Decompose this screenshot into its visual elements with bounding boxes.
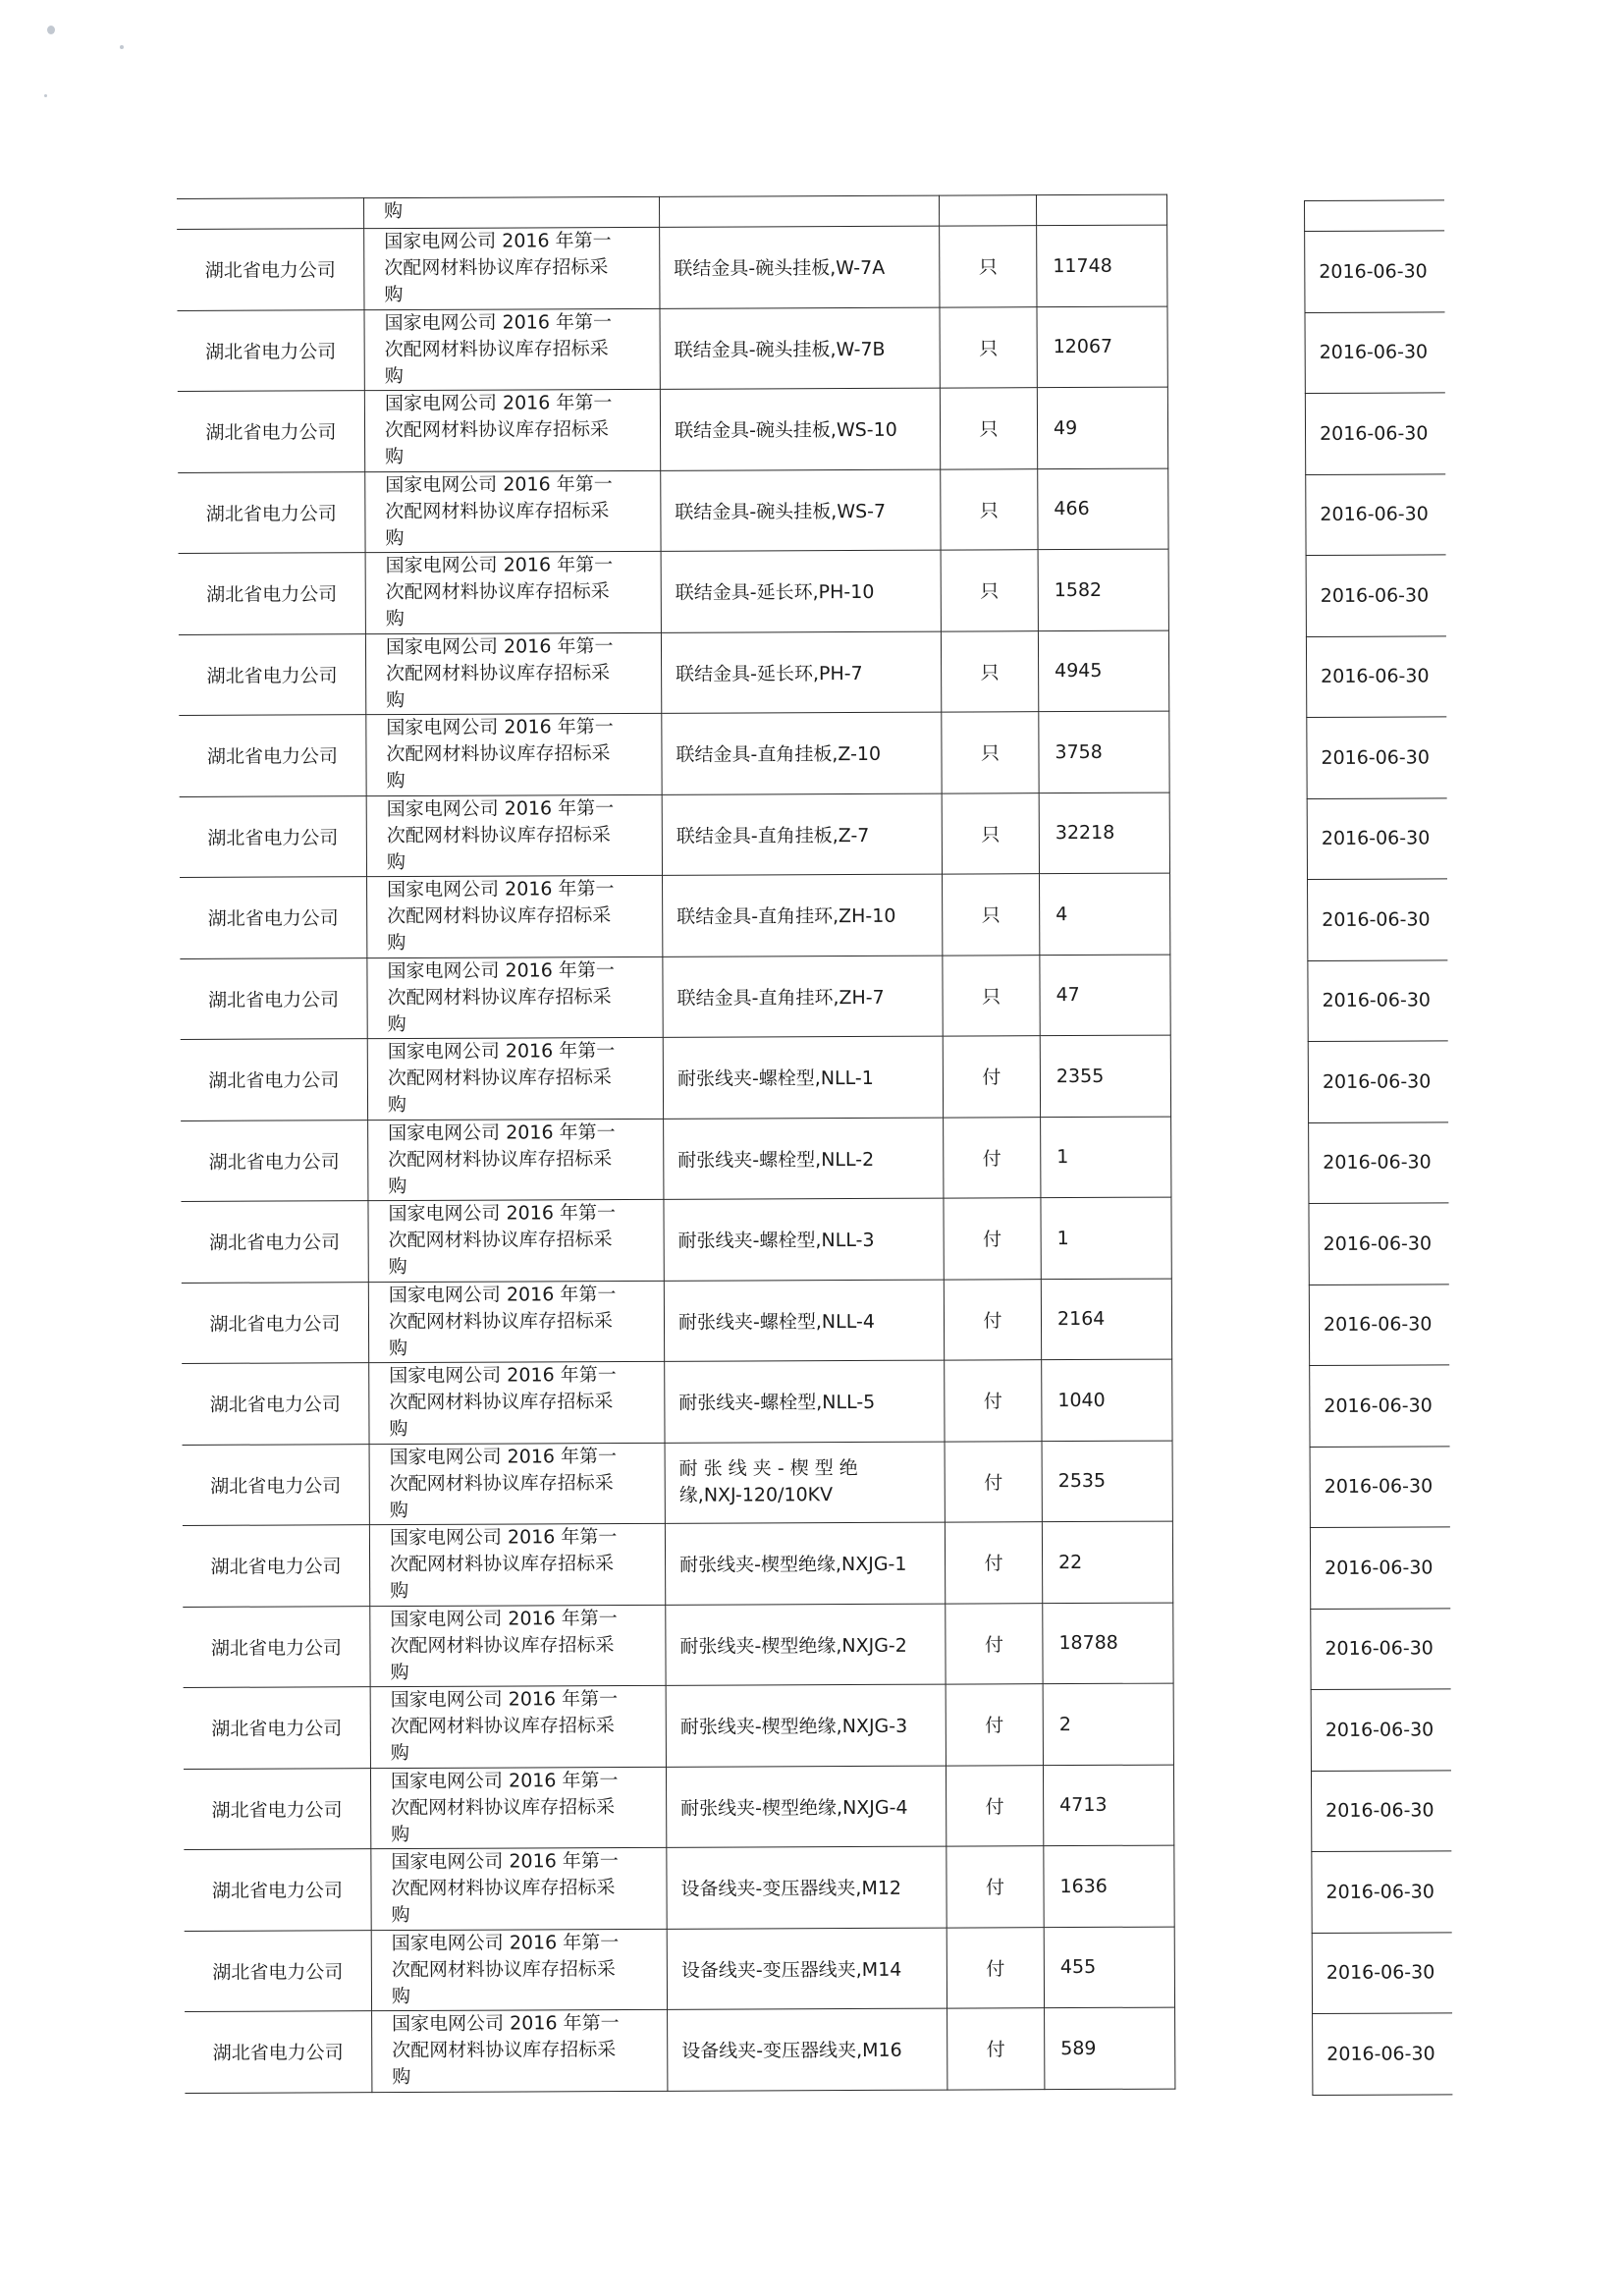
project-line: 次配网材料协议库存招标采 — [391, 1795, 616, 1819]
project-line: 购 — [385, 526, 405, 549]
project-line: 购 — [391, 1904, 410, 1927]
project-line: 购 — [384, 284, 404, 306]
table-row — [180, 873, 1170, 958]
date-row — [1306, 555, 1446, 636]
project-line: 次配网材料协议库存招标采 — [389, 1391, 614, 1414]
company-cell: 湖北省电力公司 — [178, 471, 365, 553]
table-row — [185, 1927, 1175, 2012]
project-cell — [371, 1929, 667, 2011]
project-cell — [365, 470, 661, 553]
unit-cell: 付 — [945, 1360, 1042, 1442]
date-row — [1305, 311, 1445, 393]
table-row — [183, 1521, 1173, 1607]
project-cell — [367, 957, 663, 1039]
unit-cell: 付 — [945, 1522, 1042, 1604]
material-cell: 联结金具-碗头挂板,W-7B — [660, 307, 940, 390]
table-row — [181, 1197, 1171, 1283]
table-row — [181, 1035, 1171, 1121]
unit-cell: 只 — [940, 306, 1037, 388]
date-cell: 2016-06-30 — [1311, 1770, 1451, 1851]
date-row — [1309, 1284, 1449, 1365]
unit-cell: 付 — [945, 1441, 1042, 1522]
material-cell: 耐张线夹-螺栓型,NLL-2 — [664, 1118, 944, 1200]
project-cell — [370, 1605, 666, 1687]
project-line: 购 — [391, 1985, 411, 2007]
date-row — [1312, 1932, 1452, 2013]
date-cell: 2016-06-30 — [1311, 1608, 1451, 1689]
unit-cell: 付 — [944, 1117, 1041, 1198]
project-line: 次配网材料协议库存招标采 — [387, 985, 612, 1009]
material-cell: 联结金具-直角挂环,ZH-10 — [663, 874, 943, 957]
project-line: 购 — [389, 1499, 408, 1521]
table-row — [180, 955, 1170, 1040]
project-line: 购 — [385, 446, 405, 468]
company-cell: 湖北省电力公司 — [185, 1930, 372, 2011]
company-cell: 湖北省电力公司 — [184, 1768, 371, 1849]
project-cell — [367, 1037, 663, 1120]
qty-cell — [1036, 194, 1166, 226]
project-line: 国家电网公司 2016 年第一 — [391, 1931, 620, 1954]
date-row — [1308, 1041, 1448, 1122]
project-line: 购 — [384, 364, 404, 387]
project-line: 购 — [388, 1175, 407, 1197]
company-cell: 湖北省电力公司 — [184, 1687, 371, 1769]
project-cell — [366, 794, 662, 877]
project-line: 次配网材料协议库存招标采 — [390, 1553, 615, 1576]
date-cell: 2016-06-30 — [1312, 1851, 1452, 1933]
qty-cell: 47 — [1040, 955, 1170, 1036]
project-line: 购 — [386, 850, 406, 873]
date-cell: 2016-06-30 — [1313, 2013, 1453, 2095]
project-line: 国家电网公司 2016 年第一 — [388, 1283, 617, 1306]
project-line: 次配网材料协议库存招标采 — [389, 1471, 614, 1495]
project-cell — [364, 308, 660, 391]
project-line: 购 — [390, 1661, 409, 1683]
project-line: 国家电网公司 2016 年第一 — [384, 310, 613, 334]
project-line: 次配网材料协议库存招标采 — [391, 1957, 616, 1981]
date-cell — [1305, 200, 1445, 232]
company-cell: 湖北省电力公司 — [182, 1363, 369, 1445]
unit-cell: 只 — [942, 793, 1039, 874]
table-row — [185, 2007, 1175, 2093]
date-row — [1311, 1689, 1451, 1771]
unit-cell: 只 — [941, 630, 1038, 712]
project-cell — [364, 227, 660, 309]
material-line: 缘,NXJ-120/10KV — [678, 1484, 834, 1507]
date-cell: 2016-06-30 — [1306, 473, 1446, 555]
project-line: 次配网材料协议库存招标采 — [388, 1309, 614, 1333]
project-cell — [368, 1199, 664, 1282]
qty-cell: 2535 — [1042, 1441, 1172, 1522]
unit-cell: 只 — [942, 712, 1039, 793]
date-cell: 2016-06-30 — [1311, 1689, 1451, 1771]
project-line: 购 — [391, 1823, 410, 1845]
material-cell: 设备线夹-变压器线夹,M12 — [667, 1846, 947, 1929]
company-cell: 湖北省电力公司 — [180, 877, 367, 958]
project-cell — [370, 1685, 666, 1768]
company-cell: 湖北省电力公司 — [177, 309, 364, 391]
material-cell: 联结金具-延长环,PH-7 — [661, 631, 941, 714]
date-row — [1310, 1446, 1450, 1527]
project-cell — [369, 1523, 665, 1606]
qty-cell: 4713 — [1043, 1765, 1173, 1846]
table-row — [184, 1765, 1174, 1850]
project-cell — [368, 1281, 664, 1363]
qty-cell: 1 — [1041, 1197, 1171, 1279]
company-cell: 湖北省电力公司 — [181, 1201, 368, 1283]
project-cell — [367, 875, 663, 957]
qty-cell: 1582 — [1038, 549, 1168, 630]
qty-cell: 18788 — [1043, 1603, 1173, 1684]
table-row — [184, 1845, 1174, 1931]
table-row — [184, 1683, 1174, 1769]
project-line: 次配网材料协议库存招标采 — [384, 418, 610, 442]
date-row — [1306, 473, 1446, 555]
project-line: 次配网材料协议库存招标采 — [388, 1229, 613, 1252]
table-row — [181, 1117, 1171, 1202]
project-line: 国家电网公司 2016 年第一 — [388, 1121, 616, 1144]
date-cell: 2016-06-30 — [1310, 1365, 1450, 1447]
date-row — [1308, 959, 1448, 1041]
project-cell — [365, 632, 661, 715]
company-cell: 湖北省电力公司 — [179, 553, 366, 634]
table-row — [183, 1603, 1173, 1688]
unit-cell: 付 — [946, 1765, 1043, 1846]
project-line: 国家电网公司 2016 年第一 — [384, 392, 613, 415]
qty-cell: 4945 — [1038, 630, 1168, 712]
qty-cell: 32218 — [1039, 793, 1169, 874]
unit-cell: 付 — [943, 1036, 1040, 1118]
project-line: 国家电网公司 2016 年第一 — [390, 1607, 618, 1630]
date-cell: 2016-06-30 — [1309, 1284, 1449, 1365]
material-cell: 联结金具-直角挂板,Z-7 — [662, 793, 942, 876]
unit-cell: 付 — [947, 2008, 1045, 2090]
date-cell: 2016-06-30 — [1305, 311, 1445, 393]
qty-cell: 2164 — [1041, 1279, 1171, 1360]
project-line: 次配网材料协议库存招标采 — [392, 2039, 617, 2062]
date-cell: 2016-06-30 — [1307, 717, 1447, 798]
company-cell: 湖北省电力公司 — [179, 633, 366, 715]
unit-cell: 付 — [947, 1927, 1044, 2008]
table-row — [183, 1441, 1173, 1526]
material-cell: 耐张线夹-螺栓型,NLL-1 — [663, 1036, 943, 1119]
project-line: 购 — [385, 608, 405, 630]
date-row-continued — [1305, 200, 1445, 232]
date-cell: 2016-06-30 — [1306, 555, 1446, 636]
material-cell: 耐张线夹-楔型绝缘,NXJG-1 — [665, 1522, 945, 1605]
project-line: 购 — [392, 2066, 411, 2089]
date-row — [1312, 1851, 1452, 1933]
project-line: 购 — [389, 1418, 408, 1441]
company-cell: 湖北省电力公司 — [181, 1039, 368, 1121]
material-cell: 耐张线夹-螺栓型,NLL-4 — [664, 1280, 944, 1362]
date-cell: 2016-06-30 — [1305, 393, 1445, 474]
date-row — [1310, 1365, 1450, 1447]
project-cell — [370, 1767, 666, 1849]
qty-cell: 4 — [1040, 873, 1170, 955]
qty-cell: 589 — [1045, 2007, 1175, 2089]
project-line: 购 — [390, 1580, 409, 1603]
project-line: 购 — [390, 1742, 409, 1765]
project-line: 次配网材料协议库存招标采 — [386, 661, 611, 684]
material-cell — [665, 1442, 945, 1524]
company-cell: 湖北省电力公司 — [182, 1282, 369, 1363]
material-cell: 耐张线夹-楔型绝缘,NXJG-3 — [666, 1684, 946, 1767]
date-cell: 2016-06-30 — [1312, 1932, 1452, 2013]
date-row — [1310, 1527, 1450, 1609]
project-line: 国家电网公司 2016 年第一 — [390, 1688, 619, 1712]
project-line: 购 — [387, 1012, 406, 1035]
table-row — [179, 549, 1169, 634]
material-cell: 耐张线夹-楔型绝缘,NXJG-4 — [666, 1766, 946, 1848]
qty-cell: 11748 — [1037, 225, 1167, 306]
date-row — [1309, 1203, 1449, 1285]
table-row — [182, 1359, 1172, 1445]
table-row — [179, 630, 1169, 716]
qty-cell: 1636 — [1044, 1845, 1174, 1927]
unit-cell: 只 — [940, 226, 1037, 307]
date-cell: 2016-06-30 — [1305, 231, 1445, 312]
company-cell: 湖北省电力公司 — [177, 229, 364, 310]
material-cell: 联结金具-延长环,PH-10 — [661, 550, 941, 632]
date-row — [1313, 2013, 1453, 2095]
unit-cell: 只 — [940, 388, 1037, 469]
project-cell — [369, 1443, 665, 1525]
material-cell: 耐张线夹-螺栓型,NLL-3 — [664, 1198, 944, 1281]
project-line: 国家电网公司 2016 年第一 — [386, 716, 614, 739]
date-cell: 2016-06-30 — [1309, 1203, 1449, 1285]
project-line: 购 — [388, 1256, 407, 1279]
qty-cell: 12067 — [1037, 306, 1167, 388]
date-cell: 2016-06-30 — [1306, 635, 1446, 717]
project-line: 次配网材料协议库存招标采 — [388, 1147, 613, 1171]
material-cell: 耐张线夹-螺栓型,NLL-5 — [665, 1360, 945, 1443]
project-line: 购 — [389, 1337, 408, 1359]
project-line: 国家电网公司 2016 年第一 — [389, 1526, 618, 1550]
project-cell — [371, 1847, 667, 1930]
scan-speck — [120, 45, 124, 49]
qty-cell: 1040 — [1042, 1359, 1172, 1441]
date-cell: 2016-06-30 — [1307, 797, 1447, 879]
date-row — [1309, 1121, 1449, 1203]
company-cell: 湖北省电力公司 — [185, 2011, 372, 2093]
material-cell: 设备线夹-变压器线夹,M16 — [668, 2008, 947, 2091]
table-row — [180, 793, 1170, 878]
project-line: 次配网材料协议库存招标采 — [385, 499, 610, 522]
unit-cell: 付 — [944, 1279, 1041, 1360]
project-line: 国家电网公司 2016 年第一 — [385, 634, 614, 658]
unit-cell: 只 — [943, 955, 1040, 1036]
project-line: 国家电网公司 2016 年第一 — [387, 1040, 616, 1064]
material-line: 耐 张 线 夹 - 楔 型 绝 — [678, 1457, 858, 1481]
unit-cell — [939, 195, 1036, 226]
material-cell: 联结金具-碗头挂板,WS-10 — [660, 388, 940, 470]
qty-cell: 2 — [1043, 1683, 1173, 1765]
company-cell: 湖北省电力公司 — [180, 795, 367, 877]
material-cell: 联结金具-碗头挂板,W-7A — [660, 226, 940, 308]
project-line: 国家电网公司 2016 年第一 — [389, 1445, 618, 1468]
company-cell: 湖北省电力公司 — [184, 1849, 371, 1931]
project-line: 国家电网公司 2016 年第一 — [391, 1850, 619, 1874]
project-line: 国家电网公司 2016 年第一 — [389, 1364, 617, 1388]
company-cell: 湖北省电力公司 — [180, 957, 367, 1039]
unit-cell: 付 — [947, 1846, 1044, 1928]
procurement-table — [177, 194, 1175, 2094]
scan-speck — [44, 94, 47, 97]
project-line: 国家电网公司 2016 年第一 — [387, 958, 615, 982]
project-line: 国家电网公司 2016 年第一 — [387, 878, 615, 902]
company-cell: 湖北省电力公司 — [183, 1525, 370, 1607]
date-cell: 2016-06-30 — [1308, 879, 1448, 960]
material-cell — [659, 195, 939, 227]
company-cell — [177, 198, 364, 230]
material-cell: 联结金具-直角挂环,ZH-7 — [663, 956, 943, 1038]
scan-speck — [47, 26, 55, 34]
company-cell: 湖北省电力公司 — [178, 391, 365, 472]
project-cell — [364, 389, 660, 471]
date-row — [1306, 635, 1446, 717]
qty-cell: 1 — [1041, 1117, 1171, 1198]
project-line: 次配网材料协议库存招标采 — [391, 1877, 616, 1900]
date-cell: 2016-06-30 — [1310, 1446, 1450, 1527]
date-row — [1305, 231, 1445, 312]
project-line: 购 — [386, 688, 406, 711]
project-line: 次配网材料协议库存招标采 — [387, 1066, 612, 1090]
project-line: 次配网材料协议库存招标采 — [386, 823, 611, 847]
date-cell: 2016-06-30 — [1308, 1041, 1448, 1122]
qty-cell: 3758 — [1039, 711, 1169, 793]
qty-cell: 22 — [1042, 1521, 1172, 1603]
project-line: 次配网材料协议库存招标采 — [387, 904, 612, 928]
material-cell: 耐张线夹-楔型绝缘,NXJG-2 — [666, 1604, 946, 1686]
project-line: 国家电网公司 2016 年第一 — [384, 230, 612, 253]
date-column-table — [1304, 199, 1452, 2095]
date-row — [1307, 717, 1447, 798]
project-line: 次配网材料协议库存招标采 — [390, 1715, 615, 1738]
unit-cell: 付 — [944, 1198, 1041, 1280]
project-line: 购 — [386, 770, 406, 793]
table-row — [182, 1279, 1172, 1364]
material-cell: 设备线夹-变压器线夹,M14 — [667, 1928, 947, 2010]
project-line: 次配网材料协议库存招标采 — [384, 337, 609, 360]
unit-cell: 只 — [941, 468, 1038, 550]
unit-cell: 只 — [943, 874, 1040, 956]
project-tail-text: 购 — [384, 199, 404, 223]
qty-cell: 466 — [1038, 468, 1168, 550]
company-cell: 湖北省电力公司 — [183, 1444, 370, 1525]
unit-cell: 只 — [941, 550, 1038, 631]
date-row — [1311, 1770, 1451, 1851]
project-line: 次配网材料协议库存招标采 — [390, 1633, 615, 1657]
date-row — [1307, 797, 1447, 879]
material-cell: 联结金具-直角挂板,Z-10 — [662, 712, 942, 794]
qty-cell: 2355 — [1040, 1035, 1170, 1117]
project-line: 国家电网公司 2016 年第一 — [388, 1202, 616, 1226]
unit-cell: 付 — [946, 1603, 1043, 1684]
company-cell: 湖北省电力公司 — [183, 1606, 370, 1687]
project-line: 国家电网公司 2016 年第一 — [390, 1769, 619, 1792]
unit-cell: 付 — [946, 1684, 1043, 1766]
qty-cell: 455 — [1044, 1927, 1174, 2008]
project-line: 购 — [387, 932, 406, 955]
project-line: 购 — [387, 1094, 407, 1117]
project-line: 国家电网公司 2016 年第一 — [385, 554, 614, 577]
project-line: 国家电网公司 2016 年第一 — [392, 2012, 620, 2036]
date-row — [1308, 879, 1448, 960]
project-cell — [368, 1119, 664, 1201]
project-cell — [366, 713, 662, 795]
project-line: 国家电网公司 2016 年第一 — [386, 796, 615, 820]
table-row-continued — [177, 194, 1167, 229]
qty-cell: 49 — [1037, 387, 1167, 468]
date-row — [1305, 393, 1445, 474]
table-row — [177, 225, 1167, 310]
project-cell — [365, 551, 661, 633]
project-cell — [369, 1361, 665, 1444]
date-row — [1311, 1608, 1451, 1689]
date-cell: 2016-06-30 — [1308, 959, 1448, 1041]
project-line: 次配网材料协议库存招标采 — [384, 256, 609, 280]
date-cell: 2016-06-30 — [1309, 1121, 1449, 1203]
project-line: 国家电网公司 2016 年第一 — [385, 472, 613, 496]
date-cell: 2016-06-30 — [1310, 1527, 1450, 1609]
company-cell: 湖北省电力公司 — [181, 1120, 368, 1201]
project-cell — [372, 2009, 668, 2092]
table-row — [178, 468, 1168, 554]
table-row — [179, 711, 1169, 796]
project-cell — [364, 196, 660, 228]
material-cell: 联结金具-碗头挂板,WS-7 — [661, 469, 941, 552]
table-row — [178, 387, 1168, 472]
table-row — [177, 306, 1167, 392]
company-cell: 湖北省电力公司 — [179, 715, 366, 796]
project-line: 次配网材料协议库存招标采 — [386, 742, 611, 766]
project-line: 次配网材料协议库存招标采 — [385, 580, 610, 604]
